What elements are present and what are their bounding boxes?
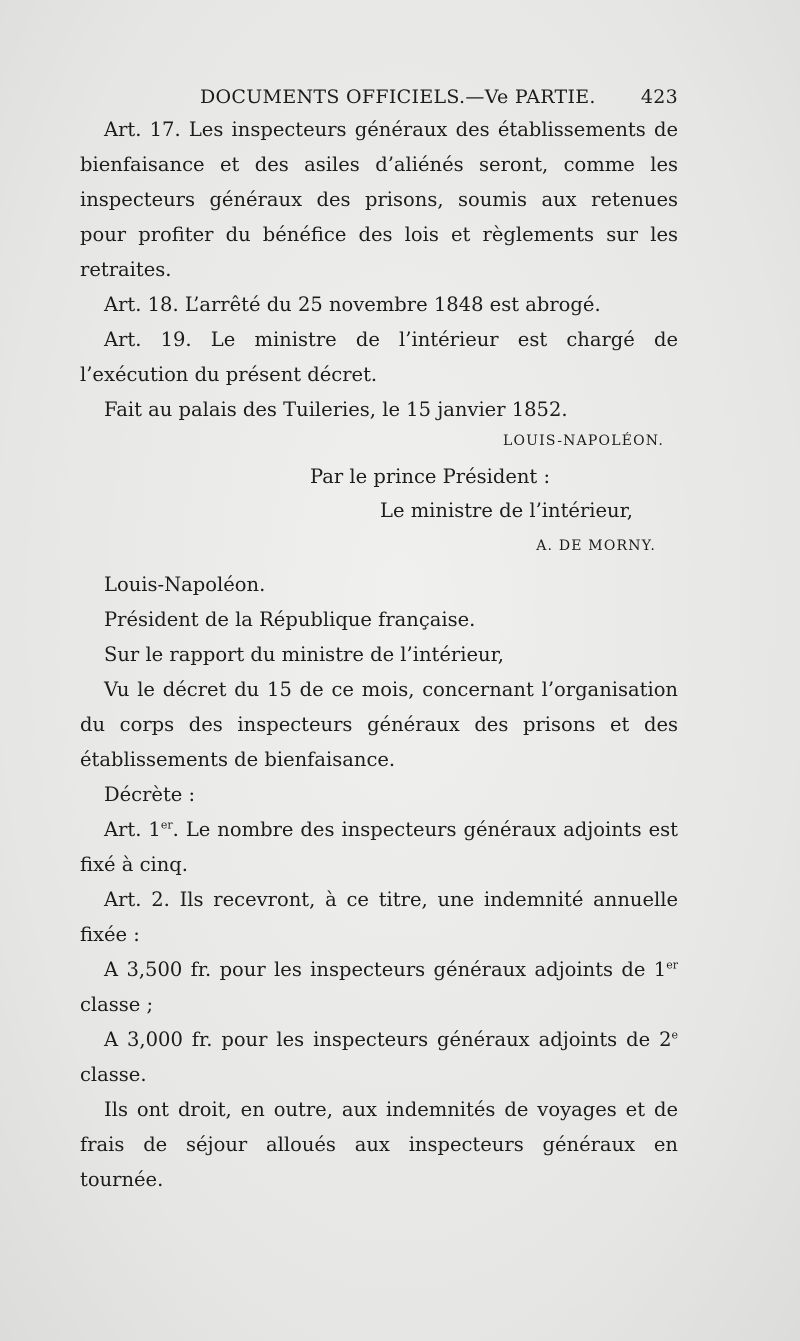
vu-le-decret: Vu le décret du 15 de ce mois, concernant l’organisation du corps des inspecteurs généraux des prisons et des établissements de bienfaisance. [80,678,678,771]
second-class-text: A 3,000 fr. pour les inspecteurs généraux adjoints de 2 [104,1028,672,1051]
signature-louis-napoleon: LOUIS-NAPOLÉON. [503,433,664,449]
running-header [80,86,680,110]
decrete: Décrète : [104,783,196,806]
second-class-indemnity [80,1022,678,1092]
body-text [80,112,678,1197]
article-1-sup: er [160,818,173,832]
travel-allowances: Ils ont droit, en outre, aux indemnités de voyages et de frais de séjour alloués aux inspecteurs généraux en tournée. [80,1098,678,1191]
par-le-prince-president: Par le prince Président : [310,465,551,488]
louis-napoleon-heading: Louis-Napoléon. [104,573,266,596]
first-class-indemnity [80,952,678,1022]
second-class-sup: e [671,1028,678,1042]
article-17: Art. 17. Les inspecteurs généraux des établissements de bienfaisance et des asiles d’aliénés seront, comme les inspecteurs généraux des prisons, soumis aux retenues pour profiter du bénéfice des lois et règlements sur les retraites. [80,118,678,281]
le-ministre-line: Le ministre de l’intérieur, [380,499,633,522]
signature-de-morny: A. DE MORNY. [536,538,656,554]
article-1 [80,812,678,882]
second-class-end: classe. [80,1063,147,1086]
article-2: Art. 2. Ils recevront, à ce titre, une indemnité annuelle fixée : [80,888,678,946]
article-19: Art. 19. Le ministre de l’intérieur est chargé de l’exécution du présent décret. [80,328,678,386]
date-line: Fait au palais des Tuileries, le 15 janvier 1852. [104,398,568,421]
article-18: Art. 18. L’arrêté du 25 novembre 1848 est abrogé. [104,293,601,316]
sur-le-rapport: Sur le rapport du ministre de l’intérieur, [104,643,504,666]
running-title: DOCUMENTS OFFICIELS.—Ve PARTIE. [200,86,596,108]
president-line: Président de la République française. [104,608,476,631]
article-1-text: . Le nombre des inspecteurs généraux adjoints est fixé à cinq. [80,818,678,876]
first-class-text: A 3,500 fr. pour les inspecteurs généraux adjoints de 1 [104,958,667,981]
first-class-end: classe ; [80,993,154,1016]
page-number: 423 [640,86,678,108]
article-1-prefix: Art. 1 [104,818,161,841]
first-class-sup: er [666,958,678,972]
